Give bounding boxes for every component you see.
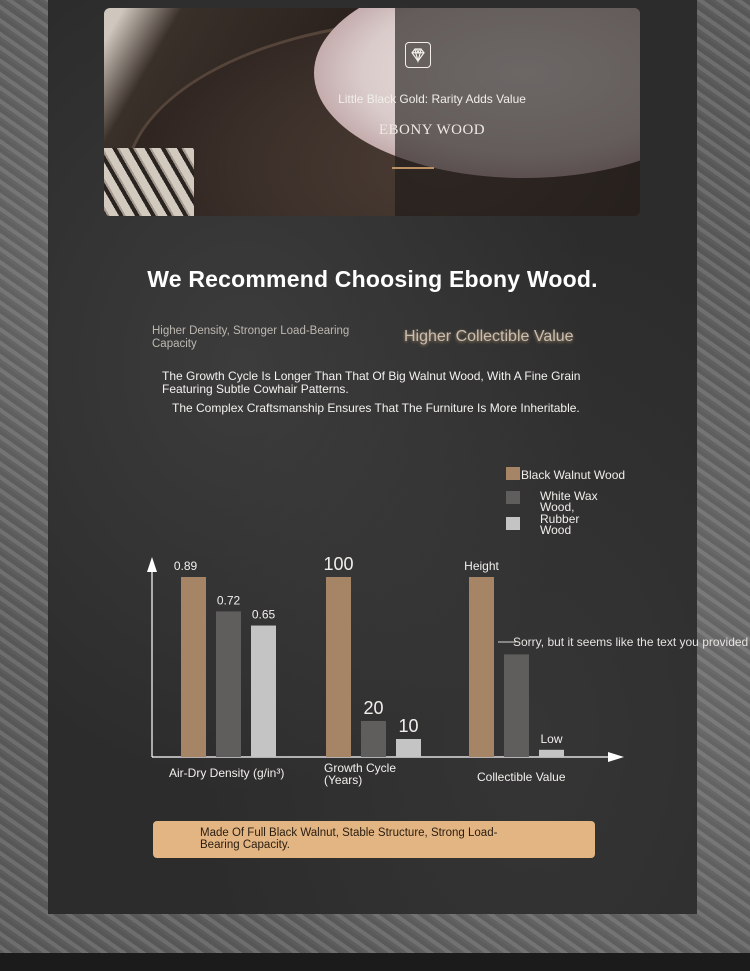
legend-label-white-wax: White Wax Wood,	[540, 489, 598, 514]
legend-label-rubber: Rubber Wood	[540, 512, 580, 537]
legend-label-walnut: Black Walnut Wood	[521, 468, 626, 482]
hero-caption: Little Black Gold: Rarity Adds Value	[338, 92, 526, 106]
bar-label-1-0: 100	[323, 554, 354, 574]
page-title: We Recommend Choosing Ebony Wood.	[147, 266, 598, 292]
bar-label-2-0: Height	[464, 559, 499, 573]
chair-legs	[104, 148, 194, 216]
category-label-0: Air-Dry Density (g/in³)	[169, 766, 285, 780]
hero-overlay	[395, 8, 640, 216]
bar-0-1	[216, 611, 241, 757]
category-label-1: Growth Cycle	[324, 761, 397, 775]
bar-0-0	[181, 577, 206, 757]
footer-text: Made Of Full Black Walnut, Stable Structure, Strong Load-Bearing Capacity.	[200, 827, 498, 851]
annotation-text: Sorry, but it seems like the text you provided	[513, 635, 749, 649]
diamond-icon	[405, 42, 431, 68]
bar-2-0	[469, 577, 494, 757]
legend-swatch-walnut	[506, 467, 520, 480]
bar-label-0-2: 0.65	[251, 607, 276, 622]
legend-swatch-white-wax	[506, 491, 520, 504]
bar-2-1	[504, 654, 529, 757]
bar-label-0-1: 0.72	[216, 593, 241, 608]
bar-0-2	[251, 626, 276, 757]
bar-label-0-0: 0.89	[173, 559, 198, 573]
description-line-1: The Growth Cycle Is Longer Than That Of Big Walnut Wood, With A Fine Grain Featuring Subtle Cowhair Patterns.	[162, 369, 581, 396]
legend-swatch-rubber	[506, 517, 520, 530]
bar-1-1	[361, 721, 386, 757]
bar-label-1-1: 20	[363, 698, 384, 718]
bar-1-0	[326, 577, 351, 757]
category-label-1: (Years)	[324, 773, 363, 787]
subtitle-collectible: Higher Collectible Value	[404, 328, 574, 345]
hero-title: EBONY WOOD	[378, 122, 486, 138]
bar-label-1-2: 10	[398, 716, 419, 736]
hero-image	[104, 8, 640, 216]
bar-2-2	[539, 750, 564, 757]
bottom-strip	[0, 953, 750, 971]
description-line-2: The Complex Craftsmanship Ensures That The Furniture Is More Inheritable.	[172, 401, 580, 415]
bar-1-2	[396, 739, 421, 757]
subtitle-density: Higher Density, Stronger Load-Bearing Capacity	[152, 325, 350, 350]
bar-label-2-2: Low	[540, 731, 563, 746]
category-label-2: Collectible Value	[477, 770, 566, 784]
hero-divider	[392, 167, 434, 169]
